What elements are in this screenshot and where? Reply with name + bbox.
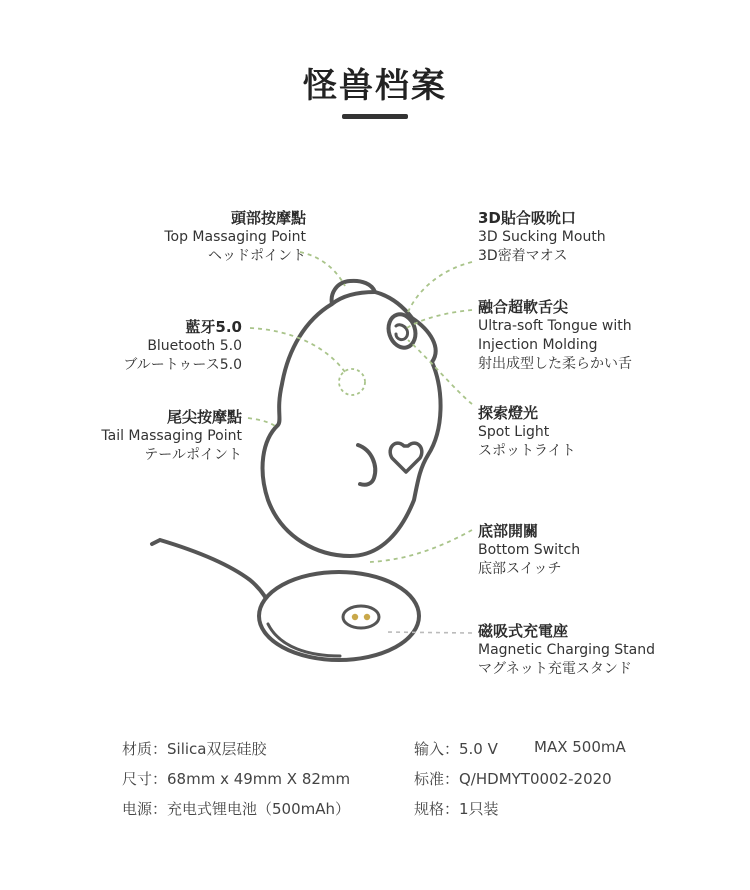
spec-input: 输入：5.0 V xyxy=(414,740,498,758)
callout-bluetooth-en: Bluetooth 5.0 xyxy=(147,338,242,354)
spec-size: 尺寸：68mm x 49mm X 82mm xyxy=(122,770,351,788)
callout-tongue xyxy=(478,298,718,374)
spec-material: 材质：Silica双层硅胶 xyxy=(122,740,267,758)
callout-tail-massage-en: Tail Massaging Point xyxy=(101,428,242,444)
charging-port xyxy=(343,606,379,628)
callout-tongue-zh: 融合超軟舌尖 xyxy=(478,298,569,316)
spec-standard: 标准：Q/HDMYT0002-2020 xyxy=(414,770,612,788)
callout-spotlight-ja: スポットライト xyxy=(478,443,576,459)
callout-bluetooth-ja: ブルートゥース5.0 xyxy=(123,357,242,373)
leader-tail xyxy=(248,418,278,428)
leader-charging xyxy=(384,632,472,633)
callout-bottom-switch-ja: 底部スイッチ xyxy=(478,561,562,577)
spec-input-max: MAX 500mA xyxy=(534,738,626,756)
callout-tail-massage-ja: テールポイント xyxy=(144,447,242,463)
callout-bluetooth-zh: 藍牙5.0 xyxy=(185,318,242,336)
spec-package: 规格：1只装 xyxy=(414,800,499,818)
callout-bottom-switch xyxy=(478,522,718,579)
callout-charging xyxy=(478,622,738,679)
callout-tongue-en1: Ultra-soft Tongue with xyxy=(478,318,632,334)
callout-bottom-switch-zh: 底部開關 xyxy=(478,522,539,540)
callout-tail-massage-zh: 尾尖按摩點 xyxy=(166,408,242,426)
callout-charging-ja: マグネット充電スタンド xyxy=(478,661,632,677)
charging-pin-left xyxy=(352,614,358,620)
callout-top-massage xyxy=(120,209,306,266)
callout-tongue-ja: 射出成型した柔らかい舌 xyxy=(478,356,632,372)
callout-top-massage-ja: ヘッドポイント xyxy=(208,248,306,264)
callout-sucking-mouth-en: 3D Sucking Mouth xyxy=(478,229,606,245)
callout-sucking-mouth-ja: 3D密着マオス xyxy=(478,248,568,264)
leader-mouth xyxy=(408,262,472,312)
page-title: 怪兽档案 xyxy=(303,66,447,106)
charging-cable xyxy=(152,540,272,612)
callout-charging-en: Magnetic Charging Stand xyxy=(478,642,655,658)
callout-bottom-switch-en: Bottom Switch xyxy=(478,542,581,558)
callout-sucking-mouth xyxy=(478,209,718,266)
callout-sucking-mouth-zh: 3D貼合吸吮口 xyxy=(478,209,576,227)
callout-bluetooth xyxy=(80,318,242,375)
charging-base xyxy=(259,572,419,660)
callout-spotlight-en: Spot Light xyxy=(478,424,550,440)
callout-top-massage-en: Top Massaging Point xyxy=(164,229,306,245)
spec-power: 电源：充电式锂电池（500mAh） xyxy=(122,800,351,818)
callout-top-massage-zh: 頭部按摩點 xyxy=(230,209,306,227)
callout-tongue-en2: Injection Molding xyxy=(478,337,598,353)
leader-top xyxy=(300,252,345,286)
callout-spotlight xyxy=(478,404,718,461)
callout-charging-zh: 磁吸式充電座 xyxy=(478,622,569,640)
callout-spotlight-zh: 探索燈光 xyxy=(478,404,539,422)
callout-tail-massage xyxy=(60,408,242,465)
charging-pin-right xyxy=(364,614,370,620)
